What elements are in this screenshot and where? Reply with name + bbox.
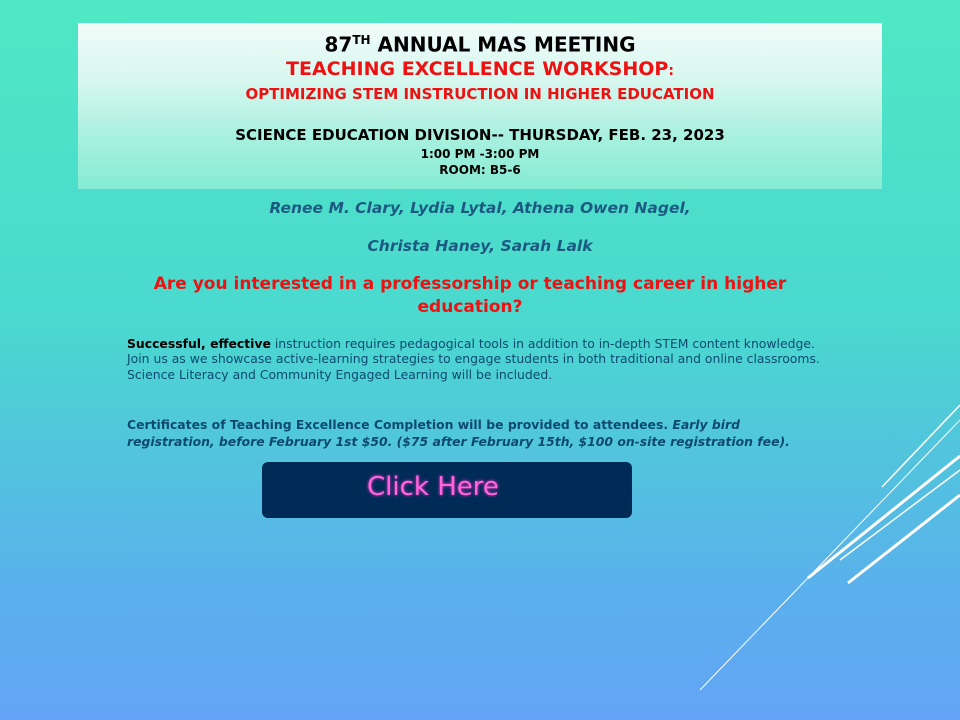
workshop-subtitle: OPTIMIZING STEM INSTRUCTION IN HIGHER EDUCATION: [245, 84, 715, 103]
room-label: ROOM: B5-6: [439, 162, 521, 177]
workshop-description: Successful, effective instruction requires pedagogical tools in addition to in-depth STEM content knowledge. Join us as we showcase active-learning strategies to engage students in both traditional and online classrooms. Science Literacy and Community Engaged Learning will be included.: [127, 336, 820, 382]
header-banner: [78, 23, 882, 189]
time-range: 1:00 PM -3:00 PM: [420, 146, 540, 161]
click-here-button[interactable]: [262, 462, 632, 518]
certificate-info: Certificates of Teaching Excellence Completion will be provided to attendees. Early bird registration, before February 1st $50. ($75 after February 15th, $100 on-site registration fee).: [127, 417, 790, 449]
authors-line-1: Renee M. Clary, Lydia Lytal, Athena Owen Nagel,: [269, 199, 691, 217]
workshop-title: TEACHING EXCELLENCE WORKSHOP:: [286, 57, 674, 80]
career-question: Are you interested in a professorship or teaching career in higher education?: [153, 274, 787, 317]
authors-line-2: Christa Haney, Sarah Lalk: [367, 237, 593, 255]
division-date: SCIENCE EDUCATION DIVISION-- THURSDAY, FEB. 23, 2023: [235, 125, 725, 144]
meeting-title: 87TH ANNUAL MAS MEETING: [324, 32, 636, 57]
click-here-label: Click Here: [367, 472, 499, 502]
